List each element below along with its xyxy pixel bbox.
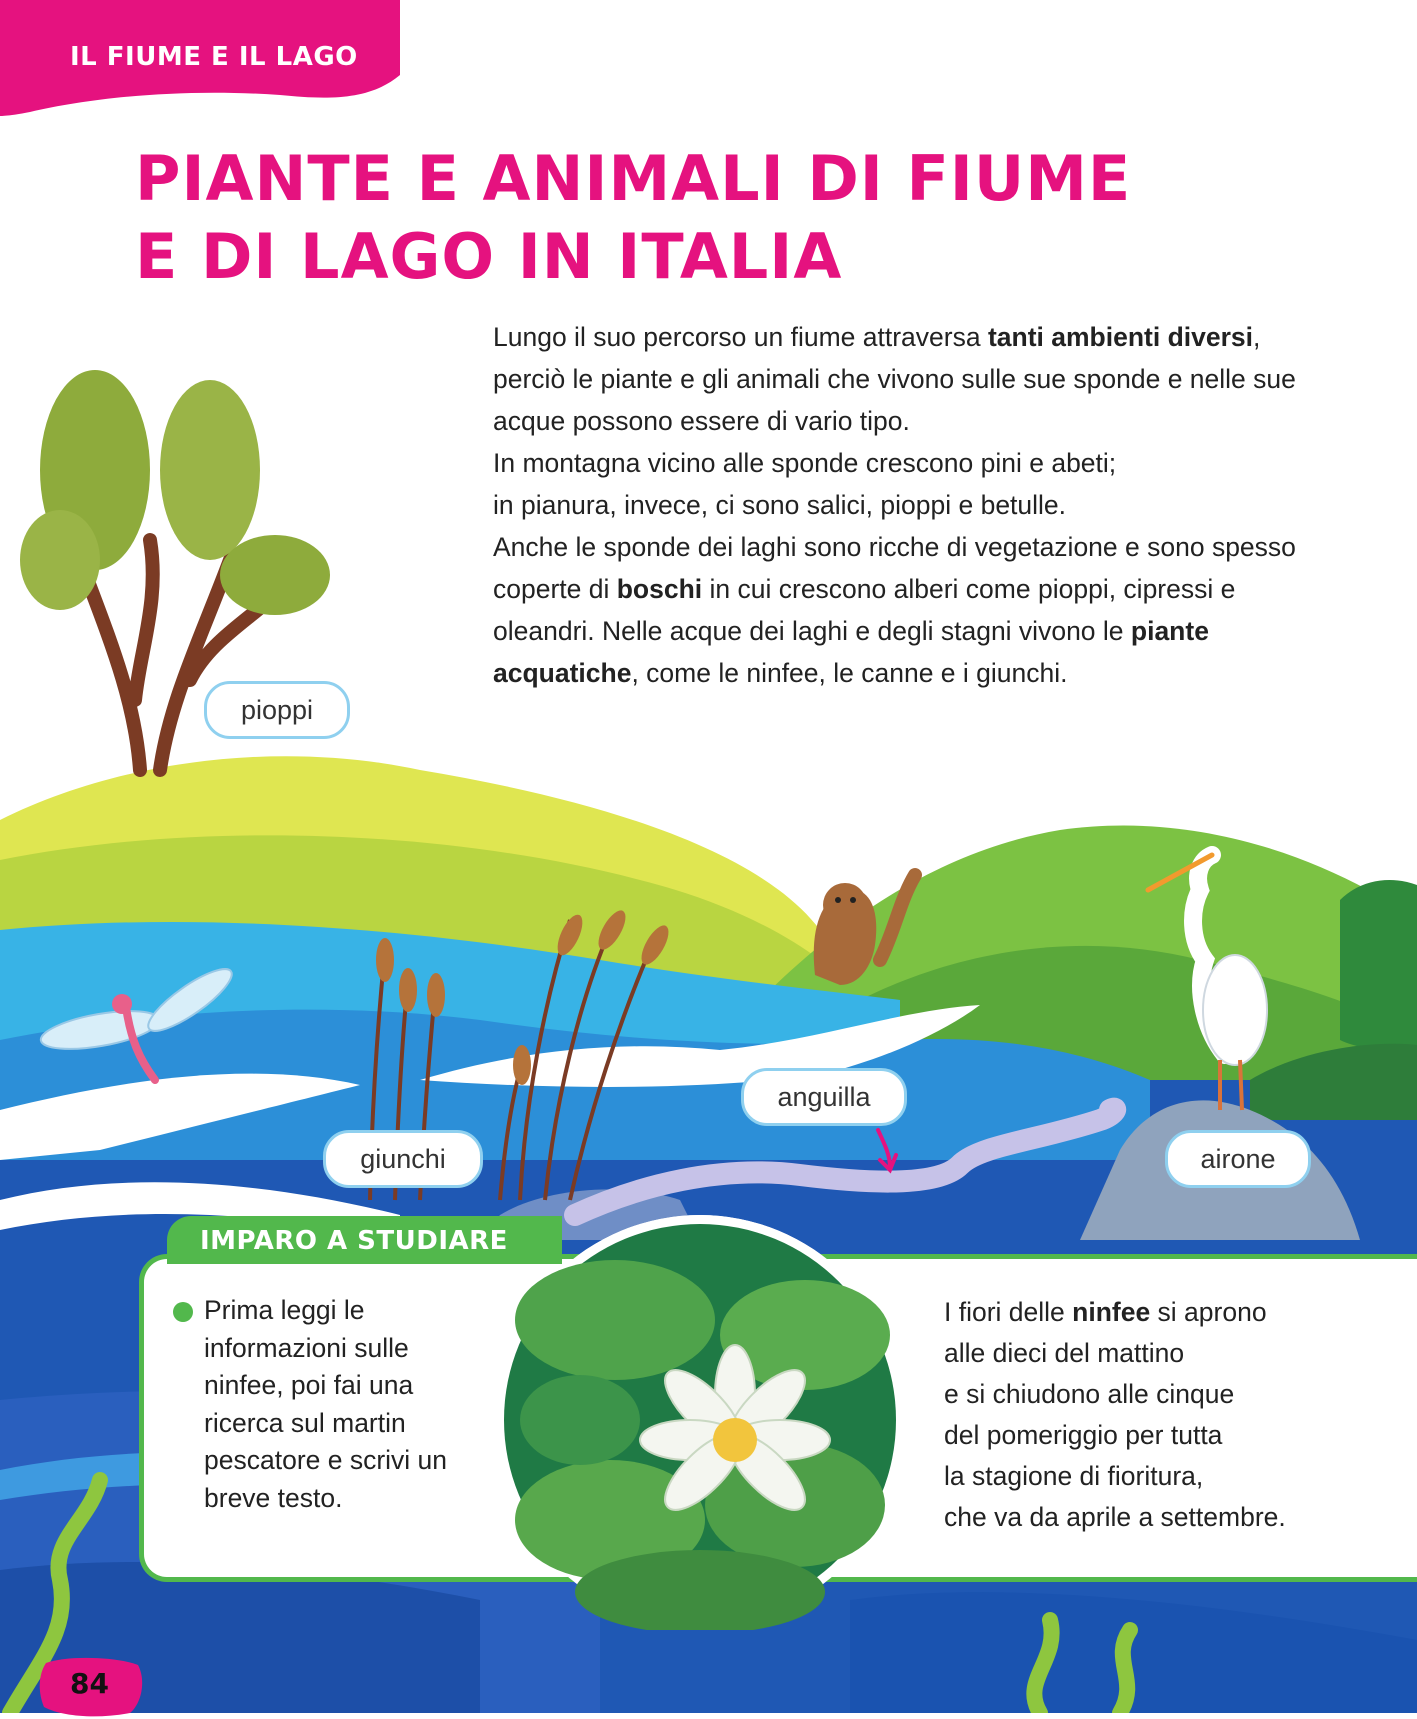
intro-text-span: Anche le sponde dei laghi sono ricche di vegetazione e sono spesso coperte di [493, 532, 1296, 604]
lily-facts-line: la stagione di fioritura, [944, 1461, 1204, 1491]
intro-paragraph-4 [493, 526, 1313, 694]
lily-facts [944, 1292, 1384, 1538]
study-heading: IMPARO A STUDIARE [200, 1226, 508, 1256]
label-airone: airone [1165, 1130, 1311, 1188]
tree-canopy-3 [220, 535, 330, 615]
lily-facts-span: I fiori delle [944, 1297, 1073, 1327]
label-pioppi: pioppi [204, 681, 350, 739]
label-giunchi: giunchi [323, 1130, 483, 1188]
lily-facts-line: che va da aprile a settembre. [944, 1502, 1286, 1532]
page-title-line-1: PIANTE E ANIMALI DI FIUME [135, 142, 1132, 215]
lily-facts-bold: ninfee [1072, 1297, 1151, 1327]
intro-paragraph-1 [493, 316, 1313, 442]
intro-text-span: in cui crescono alberi come pioppi, cipressi e oleandri. Nelle acque dei laghi e degli stagni vivono le [493, 574, 1236, 646]
label-anguilla: anguilla [741, 1068, 907, 1126]
dark-trees [1340, 880, 1417, 1060]
intro-text-span: , perciò le piante e gli animali che vivono sulle sue sponde e nelle sue acque possono essere di vario tipo. [493, 322, 1296, 436]
intro-bold-span: boschi [616, 574, 703, 604]
bullet-icon [173, 1302, 193, 1322]
study-instruction: Prima leggi le informazioni sulle ninfee, poi fai una ricerca sul martin pescatore e scrivi un breve testo. [204, 1295, 448, 1513]
page-title [135, 140, 1131, 296]
intro-text [493, 316, 1313, 694]
water-lily-photo-front [490, 1210, 910, 1630]
intro-bold-span: piante acquatiche [493, 616, 1209, 688]
intro-bold-span: tanti ambienti diversi [987, 322, 1254, 352]
page-title-line-2: E DI LAGO IN ITALIA [135, 220, 843, 293]
seaweed-right-2 [1120, 1630, 1130, 1713]
lily-facts-line: del pomeriggio per tutta [944, 1420, 1223, 1450]
intro-text-span: Lungo il suo percorso un fiume attraversa [493, 322, 988, 352]
intro-paragraph-2: In montagna vicino alle sponde crescono pini e abeti; [493, 448, 1117, 478]
lily-facts-line: alle dieci del mattino [944, 1338, 1185, 1368]
lily-facts-span: si aprono [1150, 1297, 1267, 1327]
intro-text-span: , come le ninfee, le canne e i giunchi. [631, 658, 1068, 688]
tree-canopy-4 [20, 510, 100, 610]
intro-paragraph-3: in pianura, invece, ci sono salici, pioppi e betulle. [493, 490, 1067, 520]
page-number: 84 [70, 1667, 109, 1700]
tree-canopy-2 [160, 380, 260, 560]
lily-facts-line [944, 1292, 1384, 1333]
section-label: IL FIUME E IL LAGO [70, 42, 358, 72]
lily-facts-line: e si chiudono alle cinque [944, 1379, 1235, 1409]
